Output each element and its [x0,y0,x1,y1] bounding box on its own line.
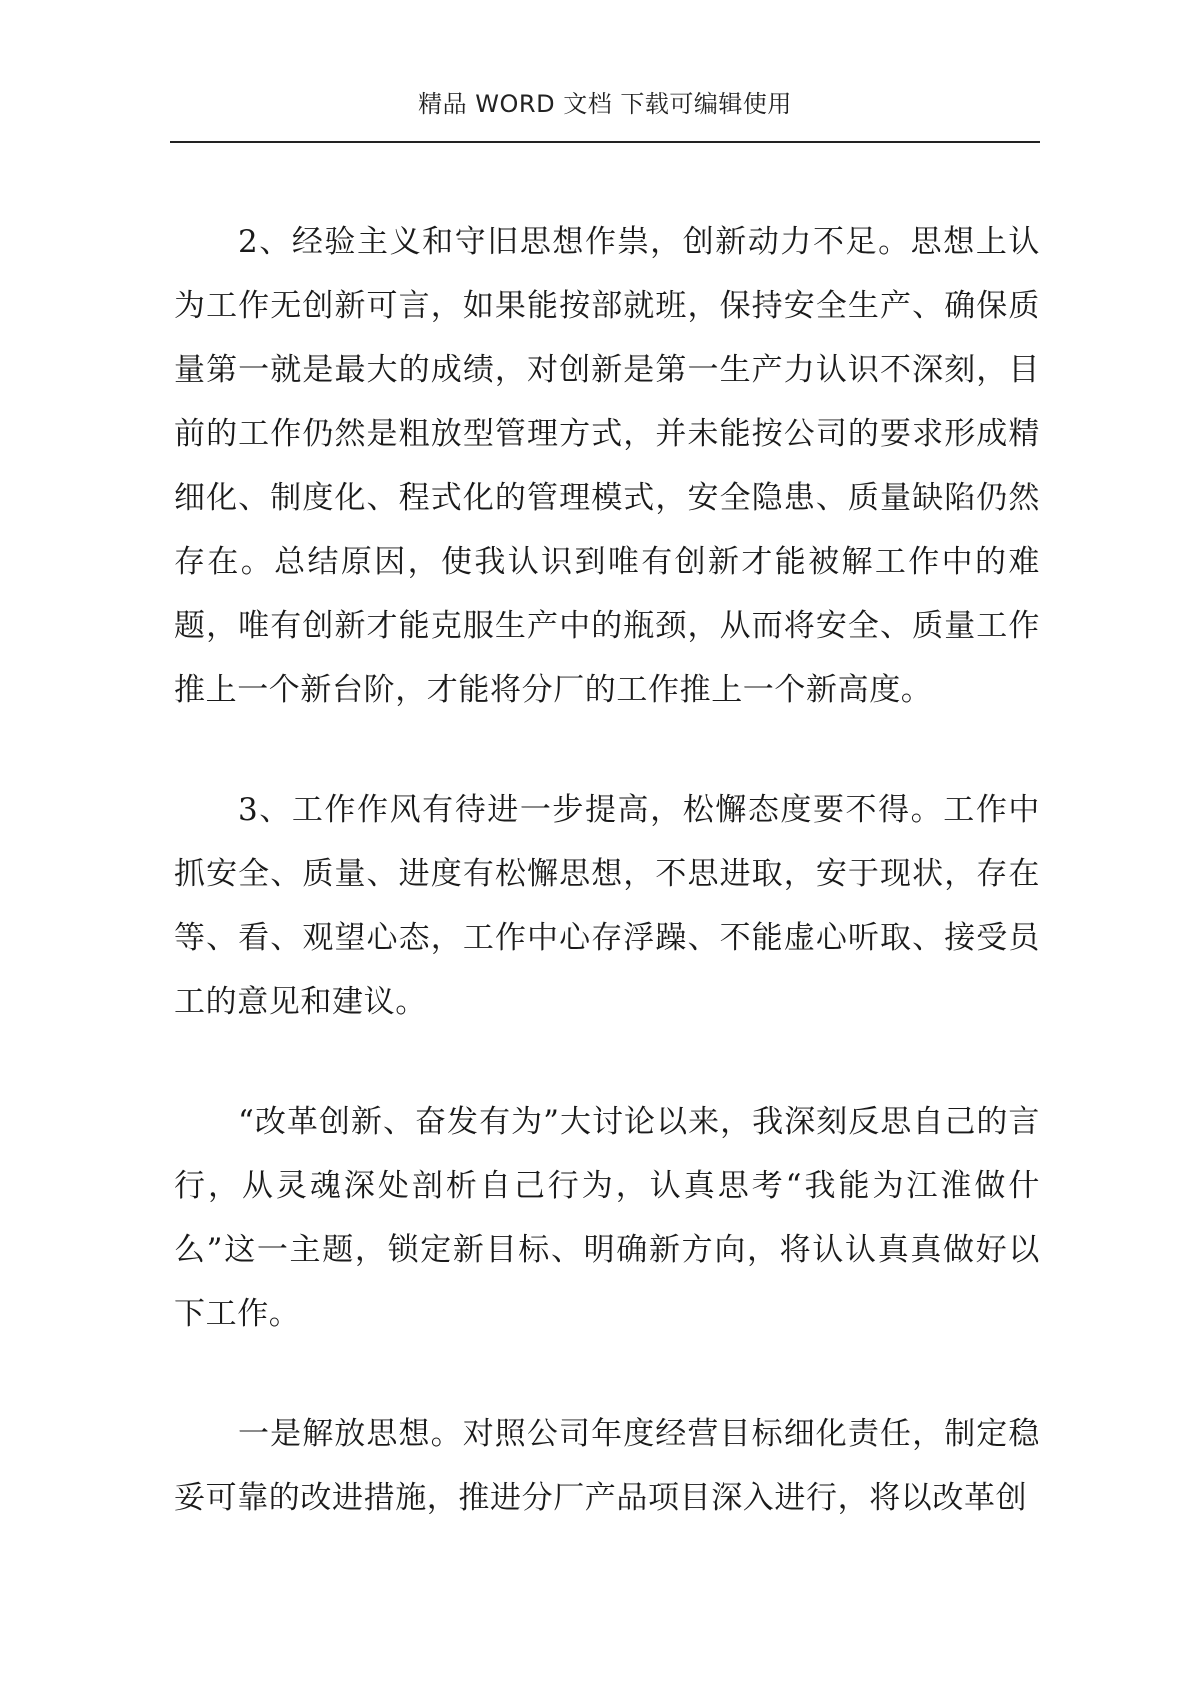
page-header: 精品 WORD 文档 下载可编辑使用 [418,90,792,118]
document-body [174,210,1040,1586]
paragraph-discussion: “改革创新、奋发有为”大讨论以来，我深刻反思自己的言行，从灵魂深处剖析自己行为，认真思考“我能为江淮做什么”这一主题，锁定新目标、明确新方向，将认认真真做好以下工作。 [174,1104,1040,1332]
header-divider [170,141,1040,143]
paragraph-emancipate-mind: 一是解放思想。对照公司年度经营目标细化责任，制定稳妥可靠的改进措施，推进分厂产品项目深入进行，将以改革创 [174,1416,1040,1516]
paragraph-3-work-style: 3、工作作风有待进一步提高，松懈态度要不得。工作中抓安全、质量、进度有松懈思想，不思进取，安于现状，存在等、看、观望心态，工作中心存浮躁、不能虚心听取、接受员工的意见和建议。 [174,792,1040,1020]
paragraph-2-experience: 2、经验主义和守旧思想作祟，创新动力不足。思想上认为工作无创新可言，如果能按部就班，保持安全生产、确保质量第一就是最大的成绩，对创新是第一生产力认识不深刻，目前的工作仍然是粗放型管理方式，并未能按公司的要求形成精细化、制度化、程式化的管理模式，安全隐患、质量缺陷仍然存在。总结原因，使我认识到唯有创新才能被解工作中的难题，唯有创新才能克服生产中的瓶颈，从而将安全、质量工作推上一个新台阶，才能将分厂的工作推上一个新高度。 [174,224,1040,708]
